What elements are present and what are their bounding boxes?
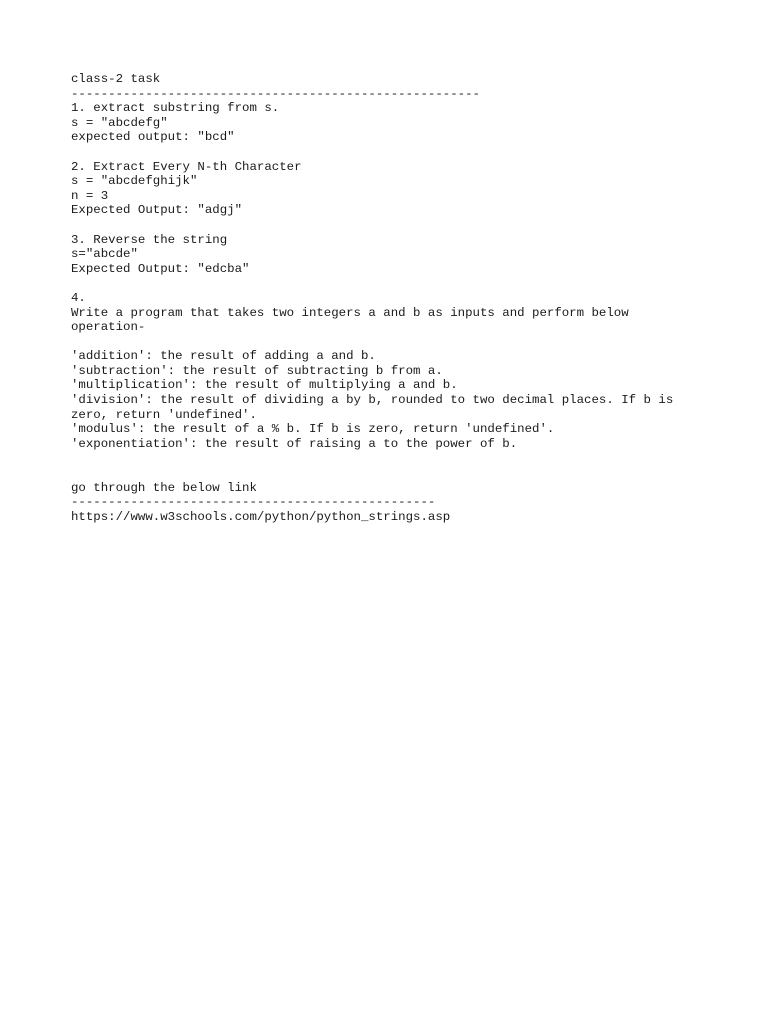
task4-exponentiation: 'exponentiation': the result of raising a to the power of b. <box>71 436 518 451</box>
title-divider: ------------------------------------------------------- <box>71 86 480 101</box>
task2-heading: 2. Extract Every N-th Character <box>71 159 302 174</box>
task2-input-n: n = 3 <box>71 188 109 203</box>
task3-heading: 3. Reverse the string <box>71 232 228 247</box>
spacer <box>71 218 751 233</box>
task4-addition: 'addition': the result of adding a and b. <box>71 349 376 364</box>
task1-input: s = "abcdefg" <box>71 115 168 130</box>
spacer <box>71 276 751 291</box>
task3-expected-output: Expected Output: "edcba" <box>71 261 250 276</box>
document-body <box>71 72 751 524</box>
task2-input-s: s = "abcdefghijk" <box>71 174 198 189</box>
task3-input: s="abcde" <box>71 247 138 262</box>
task1-heading: 1. extract substring from s. <box>71 101 280 116</box>
document-title: class-2 task <box>71 72 161 86</box>
reference-link[interactable]: https://www.w3schools.com/python/python_strings.asp <box>71 509 451 524</box>
task4-multiplication: 'multiplication': the result of multiplying a and b. <box>71 378 458 393</box>
spacer <box>71 451 751 466</box>
link-section-heading: go through the below link <box>71 480 257 495</box>
task4-number: 4. <box>71 290 86 305</box>
task4-division-line2: zero, return 'undefined'. <box>71 407 257 422</box>
task4-prompt-line1: Write a program that takes two integers a and b as inputs and perform below <box>71 305 629 320</box>
task4-division-line1: 'division': the result of dividing a by b, rounded to two decimal places. If b is <box>71 393 674 408</box>
link-section-divider: ------------------------------------------------- <box>71 495 436 510</box>
spacer <box>71 145 751 160</box>
spacer <box>71 335 751 350</box>
task4-subtraction: 'subtraction': the result of subtracting b from a. <box>71 363 443 378</box>
spacer <box>71 466 751 481</box>
task4-modulus: 'modulus': the result of a % b. If b is zero, return 'undefined'. <box>71 422 555 437</box>
task4-prompt-line2: operation- <box>71 320 146 335</box>
task1-expected-output: expected output: "bcd" <box>71 130 235 145</box>
task2-expected-output: Expected Output: "adgj" <box>71 203 243 218</box>
